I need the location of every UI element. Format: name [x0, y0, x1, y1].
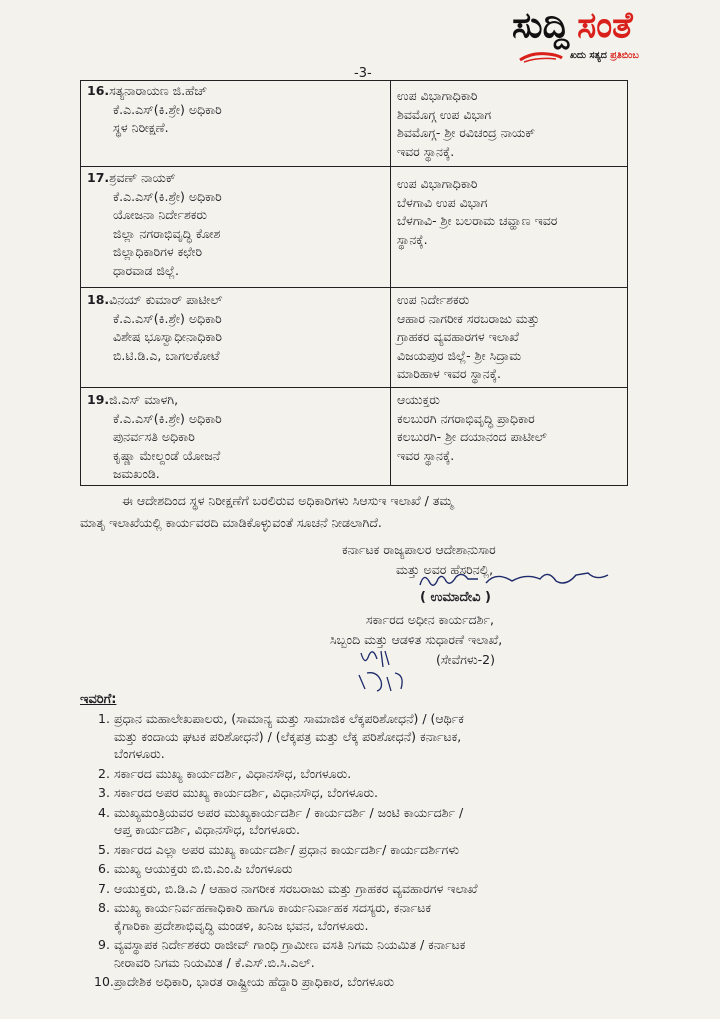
- signatory-name: ( ಉಮಾದೇವಿ ): [420, 590, 491, 605]
- transfer-table: [80, 80, 628, 486]
- list-item: 1. ಪ್ರಧಾನ ಮಹಾಲೇಖಪಾಲರು, (ಸಾಮಾನ್ಯ ಮತ್ತು ಸಾಮಾಜಿಕ ಲೆಕ್ಕಪರಿಶೋಧನೆ) / (ಆರ್ಥಿಕ ಮತ್ತು ಕಂದಾಯ ಘಟಕ ಪರಿಶೋಧನೆ) / (ಲೆಕ್ಕಪತ್ರ ಮತ್ತು ಲೆಕ್ಕ ಪರಿಶೋಧನೆ) ಕರ್ನಾಟಕ, ಬೆಂಗಳೂರು.: [98, 711, 464, 761]
- signatory-designation: ಸರ್ಕಾರದ ಅಧೀನ ಕಾರ್ಯದರ್ಶಿ, ಸಿಬ್ಬಂದಿ ಮತ್ತು ಆಡಳಿತ ಸುಧಾರಣೆ ಇಲಾಖೆ, (ಸೇವೆಗಳು-2): [330, 612, 503, 667]
- logo-swoosh-icon: [518, 50, 564, 64]
- order-paragraph: ಈ ಆದೇಶದಿಂದ ಸ್ಥಳ ನಿರೀಕ್ಷಣೆಗೆ ಬರಲಿರುವ ಅಧಿಕಾರಿಗಳು ಸಿಆಸುಇ ಇಲಾಖೆ / ತಮ್ಮ ಮಾತೃ ಇಲಾಖೆಯಲ್ಲಿ ಕಾರ್ಯವರದಿ ಮಾಡಿಕೊಳ್ಳುವಂತೆ ಸೂಚನೆ ನೀಡಲಾಗಿದೆ.: [80, 493, 453, 530]
- recipients-list: [80, 710, 640, 991]
- logo-word-1: ಸುದ್ದಿ: [512, 5, 570, 46]
- page-number: -3-: [354, 66, 372, 81]
- table-row: 17.ಶ್ರವಣ್ ನಾಯಕ್ ಕೆ.ಎ.ಎಸ್(ಕಿ.ಶ್ರೇ) ಅಧಿಕಾರಿ ಯೋಜನಾ ನಿರ್ದೇಶಕರು ಜಿಲ್ಲಾ ನಗರಾಭಿವೃದ್ಧಿ ಕೋಶ ಜಿಲ್ಲಾಧಿಕಾರಿಗಳ ಕಛೇರಿ ಧಾರವಾಡ ಜಿಲ್ಲೆ.: [87, 170, 222, 278]
- list-item: 4. ಮುಖ್ಯಮಂತ್ರಿಯವರ ಅಪರ ಮುಖ್ಯಕಾರ್ಯದರ್ಶಿ / ಕಾರ್ಯದರ್ಶಿ / ಜಂಟಿ ಕಾರ್ಯದರ್ಶಿ / ಆಪ್ತ ಕಾರ್ಯದರ್ಶಿ, ವಿಧಾನಸೌಧ, ಬೆಂಗಳೂರು.: [98, 804, 464, 837]
- recipients-title: ಇವರಿಗೆ:: [80, 692, 117, 707]
- table-cell-post: ಉಪ ನಿರ್ದೇಶಕರು ಆಹಾರ ನಾಗರೀಕ ಸರಬರಾಜು ಮತ್ತು ಗ್ರಾಹಕರ ವ್ಯವಹಾರಗಳ ಇಲಾಖೆ ವಿಜಯಪುರ ಜಿಲ್ಲೆ- ಶ್ರೀ ಸಿದ್ರಾಮ ಮಾರಿಹಾಳ ಇವರ ಸ್ಥಾನಕ್ಕೆ.: [397, 292, 540, 381]
- list-item: 2. ಸರ್ಕಾರದ ಮುಖ್ಯ ಕಾರ್ಯದರ್ಶಿ, ವಿಧಾನಸೌಧ, ಬೆಂಗಳೂರು.: [98, 765, 352, 781]
- table-row: 19.ಜಿ.ಎಸ್ ಮಾಳಗಿ, ಕೆ.ಎ.ಎಸ್(ಕಿ.ಶ್ರೇ) ಅಧಿಕಾರಿ ಪುನರ್ವಸತಿ ಅಧಿಕಾರಿ ಕೃಷ್ಣಾ ಮೇಲ್ದಂಡೆ ಯೋಜನೆ ಜಮಖಂಡಿ.: [87, 392, 222, 481]
- handwritten-initials: [355, 645, 425, 695]
- list-item: 6. ಮುಖ್ಯ ಆಯುಕ್ತರು ಬಿ.ಬಿ.ಎಂ.ಪಿ ಬೆಂಗಳೂರು: [98, 861, 293, 876]
- publisher-logo: [512, 6, 716, 66]
- table-row: 16.ಸತ್ಯನಾರಾಯಣ ಜಿ.ಹೆಚ್ ಕೆ.ಎ.ಎಸ್(ಕಿ.ಶ್ರೇ) ಅಧಿಕಾರಿ ಸ್ಥಳ ನಿರೀಕ್ಷಣೆ.: [87, 83, 222, 135]
- list-item: 7. ಆಯುಕ್ತರು, ಬಿ.ಡಿ.ಎ / ಆಹಾರ ನಾಗರೀಕ ಸರಬರಾಜು ಮತ್ತು ಗ್ರಾಹಕರ ವ್ಯವಹಾರಗಳ ಇಲಾಖೆ: [98, 880, 478, 896]
- table-cell-post: ಉಪ ವಿಭಾಗಾಧಿಕಾರಿ ಬೆಳಗಾವಿ ಉಪ ವಿಭಾಗ ಬೆಳಗಾವಿ- ಶ್ರೀ ಬಲರಾಮ ಚವ್ಹಾಣ ಇವರ ಸ್ಥಾನಕ್ಕೆ.: [397, 176, 558, 247]
- logo-tagline: ಖದು ಸತ್ಯದ ಪ್ರತಿಬಿಂಬ: [570, 50, 639, 61]
- list-item: 9. ವ್ಯವಸ್ಥಾಪಕ ನಿರ್ದೇಶಕರು ರಾಜೀವ್ ಗಾಂಧಿ ಗ್ರಾಮೀಣ ವಸತಿ ನಿಗಮ ನಿಯಮಿತ / ಕರ್ನಾಟಕ ನೀರಾವರಿ ನಿಗಮ ನಿಯಮಿತ / ಕೆ.ಎಸ್.ಬಿ.ಸಿ.ಎಲ್.: [98, 937, 466, 970]
- list-item: 10. ಪ್ರಾದೇಶಿಕ ಅಧಿಕಾರಿ, ಭಾರತ ರಾಷ್ಟ್ರೀಯ ಹೆದ್ದಾರಿ ಪ್ರಾಧಿಕಾರ, ಬೆಂಗಳೂರು: [94, 974, 395, 989]
- list-item: 5. ಸರ್ಕಾರದ ಎಲ್ಲಾ ಅಪರ ಮುಖ್ಯ ಕಾರ್ಯದರ್ಶಿ/ ಪ್ರಧಾನ ಕಾರ್ಯದರ್ಶಿ/ ಕಾರ್ಯದರ್ಶಿಗಳು: [98, 841, 460, 857]
- list-item: 8. ಮುಖ್ಯ ಕಾರ್ಯನಿರ್ವಹಣಾಧಿಕಾರಿ ಹಾಗೂ ಕಾರ್ಯನಿರ್ವಾಹಕ ಸದಸ್ಯರು, ಕರ್ನಾಟಕ ಕೈಗಾರಿಕಾ ಪ್ರದೇಶಾಭಿವೃದ್ಧಿ ಮಂಡಳಿ, ಖನಿಜ ಭವನ, ಬೆಂಗಳೂರು.: [98, 900, 432, 933]
- table-row: 18.ವಿನಯ್ ಕುಮಾರ್ ಪಾಟೀಲ್ ಕೆ.ಎ.ಎಸ್(ಕಿ.ಶ್ರೇ) ಅಧಿಕಾರಿ ವಿಶೇಷ ಭೂಸ್ವಾಧೀನಾಧಿಕಾರಿ ಬಿ.ಟಿ.ಡಿ.ಎ, ಬಾಗಲಕೋಟೆ: [87, 292, 223, 363]
- list-item: 3. ಸರ್ಕಾರದ ಅಪರ ಮುಖ್ಯ ಕಾರ್ಯದರ್ಶಿ, ವಿಧಾನಸೌಧ, ಬೆಂಗಳೂರು.: [98, 785, 379, 800]
- table-cell-post: ಉಪ ವಿಭಾಗಾಧಿಕಾರಿ ಶಿವಮೊಗ್ಗ ಉಪ ವಿಭಾಗ ಶಿವಮೊಗ್ಗ- ಶ್ರೀ ರವಿಚಂದ್ರ ನಾಯಕ್ ಇವರ ಸ್ಥಾನಕ್ಕೆ.: [397, 88, 536, 159]
- logo-word-2: ಸಂತೆ: [577, 5, 633, 46]
- authority-lines: ಕರ್ನಾಟಕ ರಾಜ್ಯಪಾಲರ ಆದೇಶಾನುಸಾರ ಮತ್ತು ಅವರ ಹೆಸರಿನಲ್ಲಿ,: [342, 542, 496, 577]
- table-cell-post: ಆಯುಕ್ತರು ಕಲಬುರಗಿ ನಗರಾಭಿವೃದ್ಧಿ ಪ್ರಾಧಿಕಾರ ಕಲಬುರಗಿ- ಶ್ರೀ ದಯಾನಂದ ಪಾಟೀಲ್ ಇವರ ಸ್ಥಾನಕ್ಕೆ.: [397, 392, 547, 463]
